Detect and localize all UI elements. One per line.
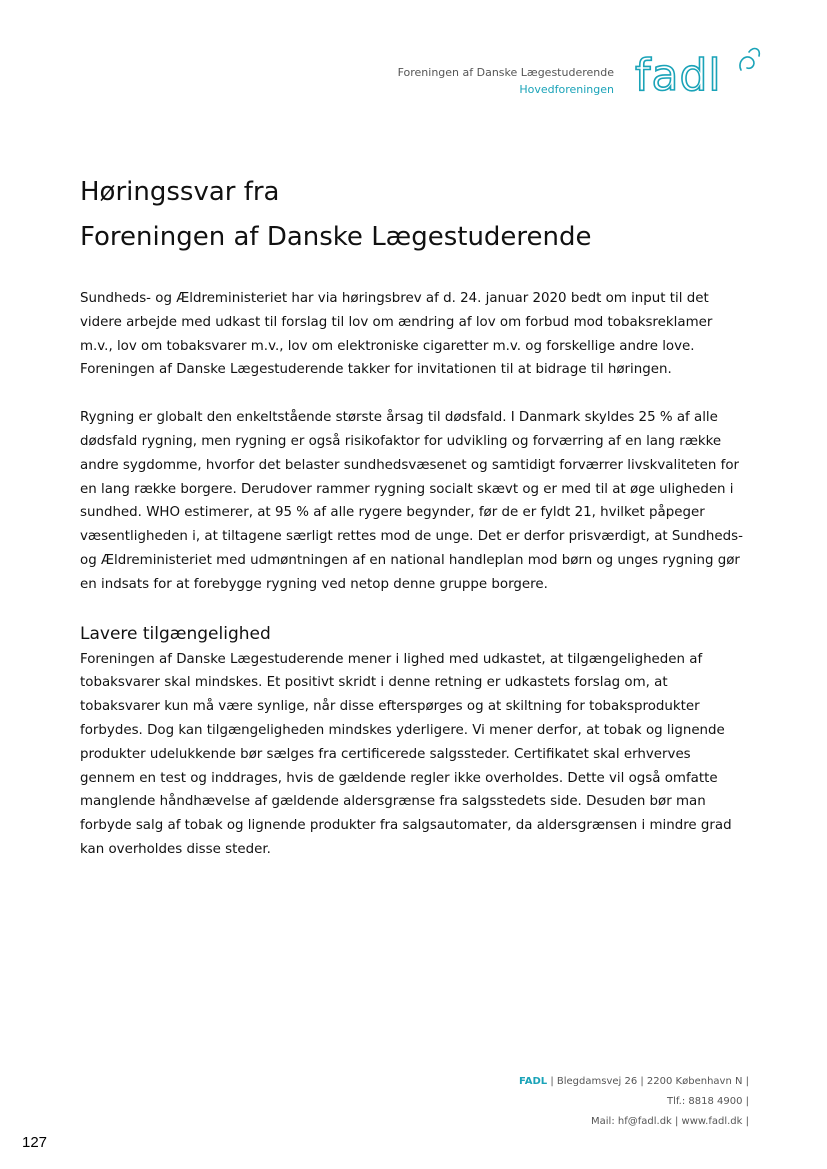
page-number: 127 <box>22 1134 48 1151</box>
letterhead <box>398 64 614 98</box>
title-line-1: Høringssvar fra <box>80 177 280 207</box>
document-body <box>80 287 745 886</box>
fadl-logo <box>633 40 763 98</box>
footer-brand: FADL <box>519 1076 548 1087</box>
section-heading: Lavere tilgængelighed <box>80 623 271 644</box>
footer-phone: Tlf.: 8818 4900 | <box>666 1096 749 1107</box>
paragraph-smoking: Rygning er globalt den enkeltstående største årsag til dødsfald. I Danmark skyldes 25 % af alle dødsfald rygning, men rygning er også risikofaktor for udvikling og forværring af en lang række andre sygdomme, hvorfor det belaster sundhedsvæsenet og samtidigt forværrer livskvaliteten for en lang række borgere. Derudover rammer rygning socialt skævt og er med til at øge uligheden i sundhed. WHO estimerer, at 95 % af alle rygere begynder, før de er fyldt 21, hvilket påpeger væsentligheden i, at tiltagene særligt rettes mod de unge. Det er derfor prisværdigt, at Sundheds- og Ældreministeriet med udmøntningen af en national handleplan mod børn og unges rygning gør en indsats for at forebygge rygning ved netop denne gruppe borgere. <box>80 410 743 592</box>
section-paragraph: Foreningen af Danske Lægestuderende mener i lighed med udkastet, at tilgængeligheden af tobaksvarer skal mindskes. Et positivt skridt i denne retning er udkastets forslag om, at tobaksvarer kun må være synlige, når disse efterspørges og at skiltning for tobaksprodukter forbydes. Dog kan tilgængeligheden mindskes yderligere. Vi mener derfor, at tobak og lignende produkter udelukkende bør sælges fra certificerede salgssteder. Certifikatet skal erhverves gennem en test og inddrages, hvis de gældende regler ikke overholdes. Dette vil også omfatte manglende håndhævelse af gældende aldersgrænse fra salgsstedets side. Desuden bør man forbyde salg af tobak og lignende produkter fra salgsautomater, da aldersgrænsen i mindre grad kan overholdes disse steder. <box>80 651 732 857</box>
footer-contact <box>519 1072 749 1132</box>
footer-address: | Blegdamsvej 26 | 2200 København N | <box>547 1076 749 1087</box>
page-title <box>80 170 592 260</box>
logo-wordmark: fadl <box>635 50 722 98</box>
organization-name: Foreningen af Danske Lægestuderende <box>397 66 614 79</box>
title-line-2: Foreningen af Danske Lægestuderende <box>80 222 592 252</box>
logo-swirl-icon <box>740 49 759 70</box>
footer-mail-web: Mail: hf@fadl.dk | www.fadl.dk | <box>591 1116 749 1127</box>
organization-subtitle: Hovedforeningen <box>519 83 614 96</box>
paragraph-intro: Sundheds- og Ældreministeriet har via høringsbrev af d. 24. januar 2020 bedt om input til det videre arbejde med udkast til forslag til lov om ændring af lov om forbud mod tobaksreklamer m.v., lov om tobaksvarer m.v., lov om elektroniske cigaretter m.v. og forskellige andre love. Foreningen af Danske Lægestuderende takker for invitationen til at bidrage til høringen. <box>80 291 713 378</box>
footer-address-line <box>519 1072 749 1092</box>
